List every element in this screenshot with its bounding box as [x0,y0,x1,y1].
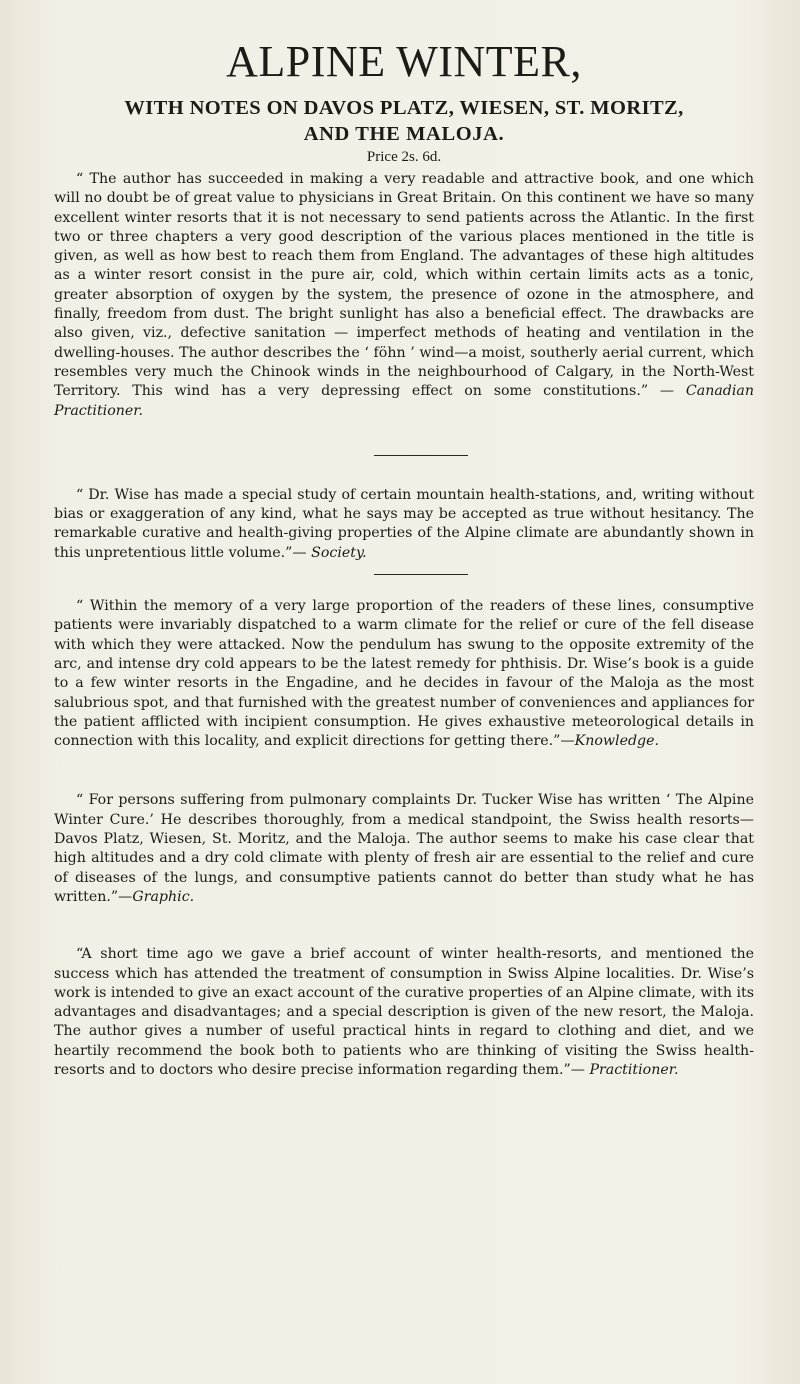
review-text: “A short time ago we gave a brief account of winter health-resorts, and mentioned the success which has attended the treatment of consumption in Swiss Alpine localities. Dr. Wise’s work is intended to give an exact account of the curative properties of an Alpine climate, with its advantages and disadvantages; and a special description is given of the new resort, the Maloja. The author gives a number of useful practical hints in regard to clothing and diet, and we heartily recommend the book both to patients who are thinking of visiting the Swiss health-resorts and to doctors who desire precise information regarding them.”— [54,946,754,1078]
book-title: ALPINE WINTER, [226,37,582,86]
review-source: Practitioner. [589,1061,679,1078]
section-divider [374,455,468,456]
review-text: “ Within the memory of a very large proportion of the readers of these lines, consumptive patients were invariably dispatched to a warm climate for the relief or cure of the fell disease with which they were attacked. Now the pendulum has swung to the opposite extremity of the arc, and intense dry cold appears to be the latest remedy for phthisis. Dr. Wise’s book is a guide to a few winter resorts in the Engadine, and he decides in favour of the Maloja as the most salubrious spot, and that furnished with the greatest number of conveniences and appliances for the patient afflicted with incipient consumption. He gives exhaustive meteorological details in connection with this locality, and explicit directions for getting there.”— [54,598,754,750]
review-source: Graphic. [132,888,195,905]
review-graphic [54,791,754,907]
review-text: “ The author has succeeded in making a very readable and attractive book, and one which will no doubt be of great value to physicians in Great Britain. On this continent we have so many excellent winter resorts that it is not necessary to send patients across the Atlantic. In the first two or three chapters a very good description of the various places mentioned in the title is given, as well as how best to reach them from England. The advantages of these high altitudes as a winter resort consist in the pure air, cold, which within certain limits acts as a tonic, greater absorption of oxygen by the system, the presence of ozone in the atmosphere, and finally, freedom from dust. The bright sunlight has also a beneficial effect. The drawbacks are also given, viz., defective sanitation — imperfect methods of heating and ventilation in the dwelling-houses. The author describes the ‘ föhn ’ wind—a moist, southerly aerial current, which resembles very much the Chinook winds in the neighbourhood of Calgary, in the North-West Territory. This wind has a very depressing effect on some constitutions.” [54,171,754,400]
book-subtitle: WITH NOTES ON DAVOS PLATZ, WIESEN, ST. MORITZ, [124,97,684,119]
book-subtitle-continued: AND THE MALOJA. [303,123,505,145]
review-text: “ Dr. Wise has made a special study of certain mountain health-stations, and, writing without bias or exaggeration of any kind, what he says may be accepted as true without hesitancy. The remarkable curative and health-giving properties of the Alpine climate are abundantly shown in this unpretentious little volume.”— [54,486,754,561]
review-canadian-practitioner [54,170,754,421]
section-divider [374,574,468,575]
book-price: Price 2s. 6d. [366,149,442,165]
review-source: Knowledge. [574,733,660,750]
review-source: — Canadian Practitioner. [54,383,755,419]
review-source: Society. [311,544,367,561]
review-knowledge [54,597,754,751]
review-society [54,486,754,563]
advertisement-column [54,0,754,1080]
review-practitioner [54,945,754,1080]
review-text: “ For persons suffering from pulmonary complaints Dr. Tucker Wise has written ‘ The Alpine Winter Cure.’ He describes thoroughly, from a medical standpoint, the Swiss health resorts—Davos Platz, Wiesen, St. Moritz, and the Maloja. The author seems to make his case clear that high altitudes and a dry cold climate with plenty of fresh air are essential to the relief and cure of diseases of the lungs, and consumptive patients cannot do better than study what he has written.”— [54,792,754,905]
